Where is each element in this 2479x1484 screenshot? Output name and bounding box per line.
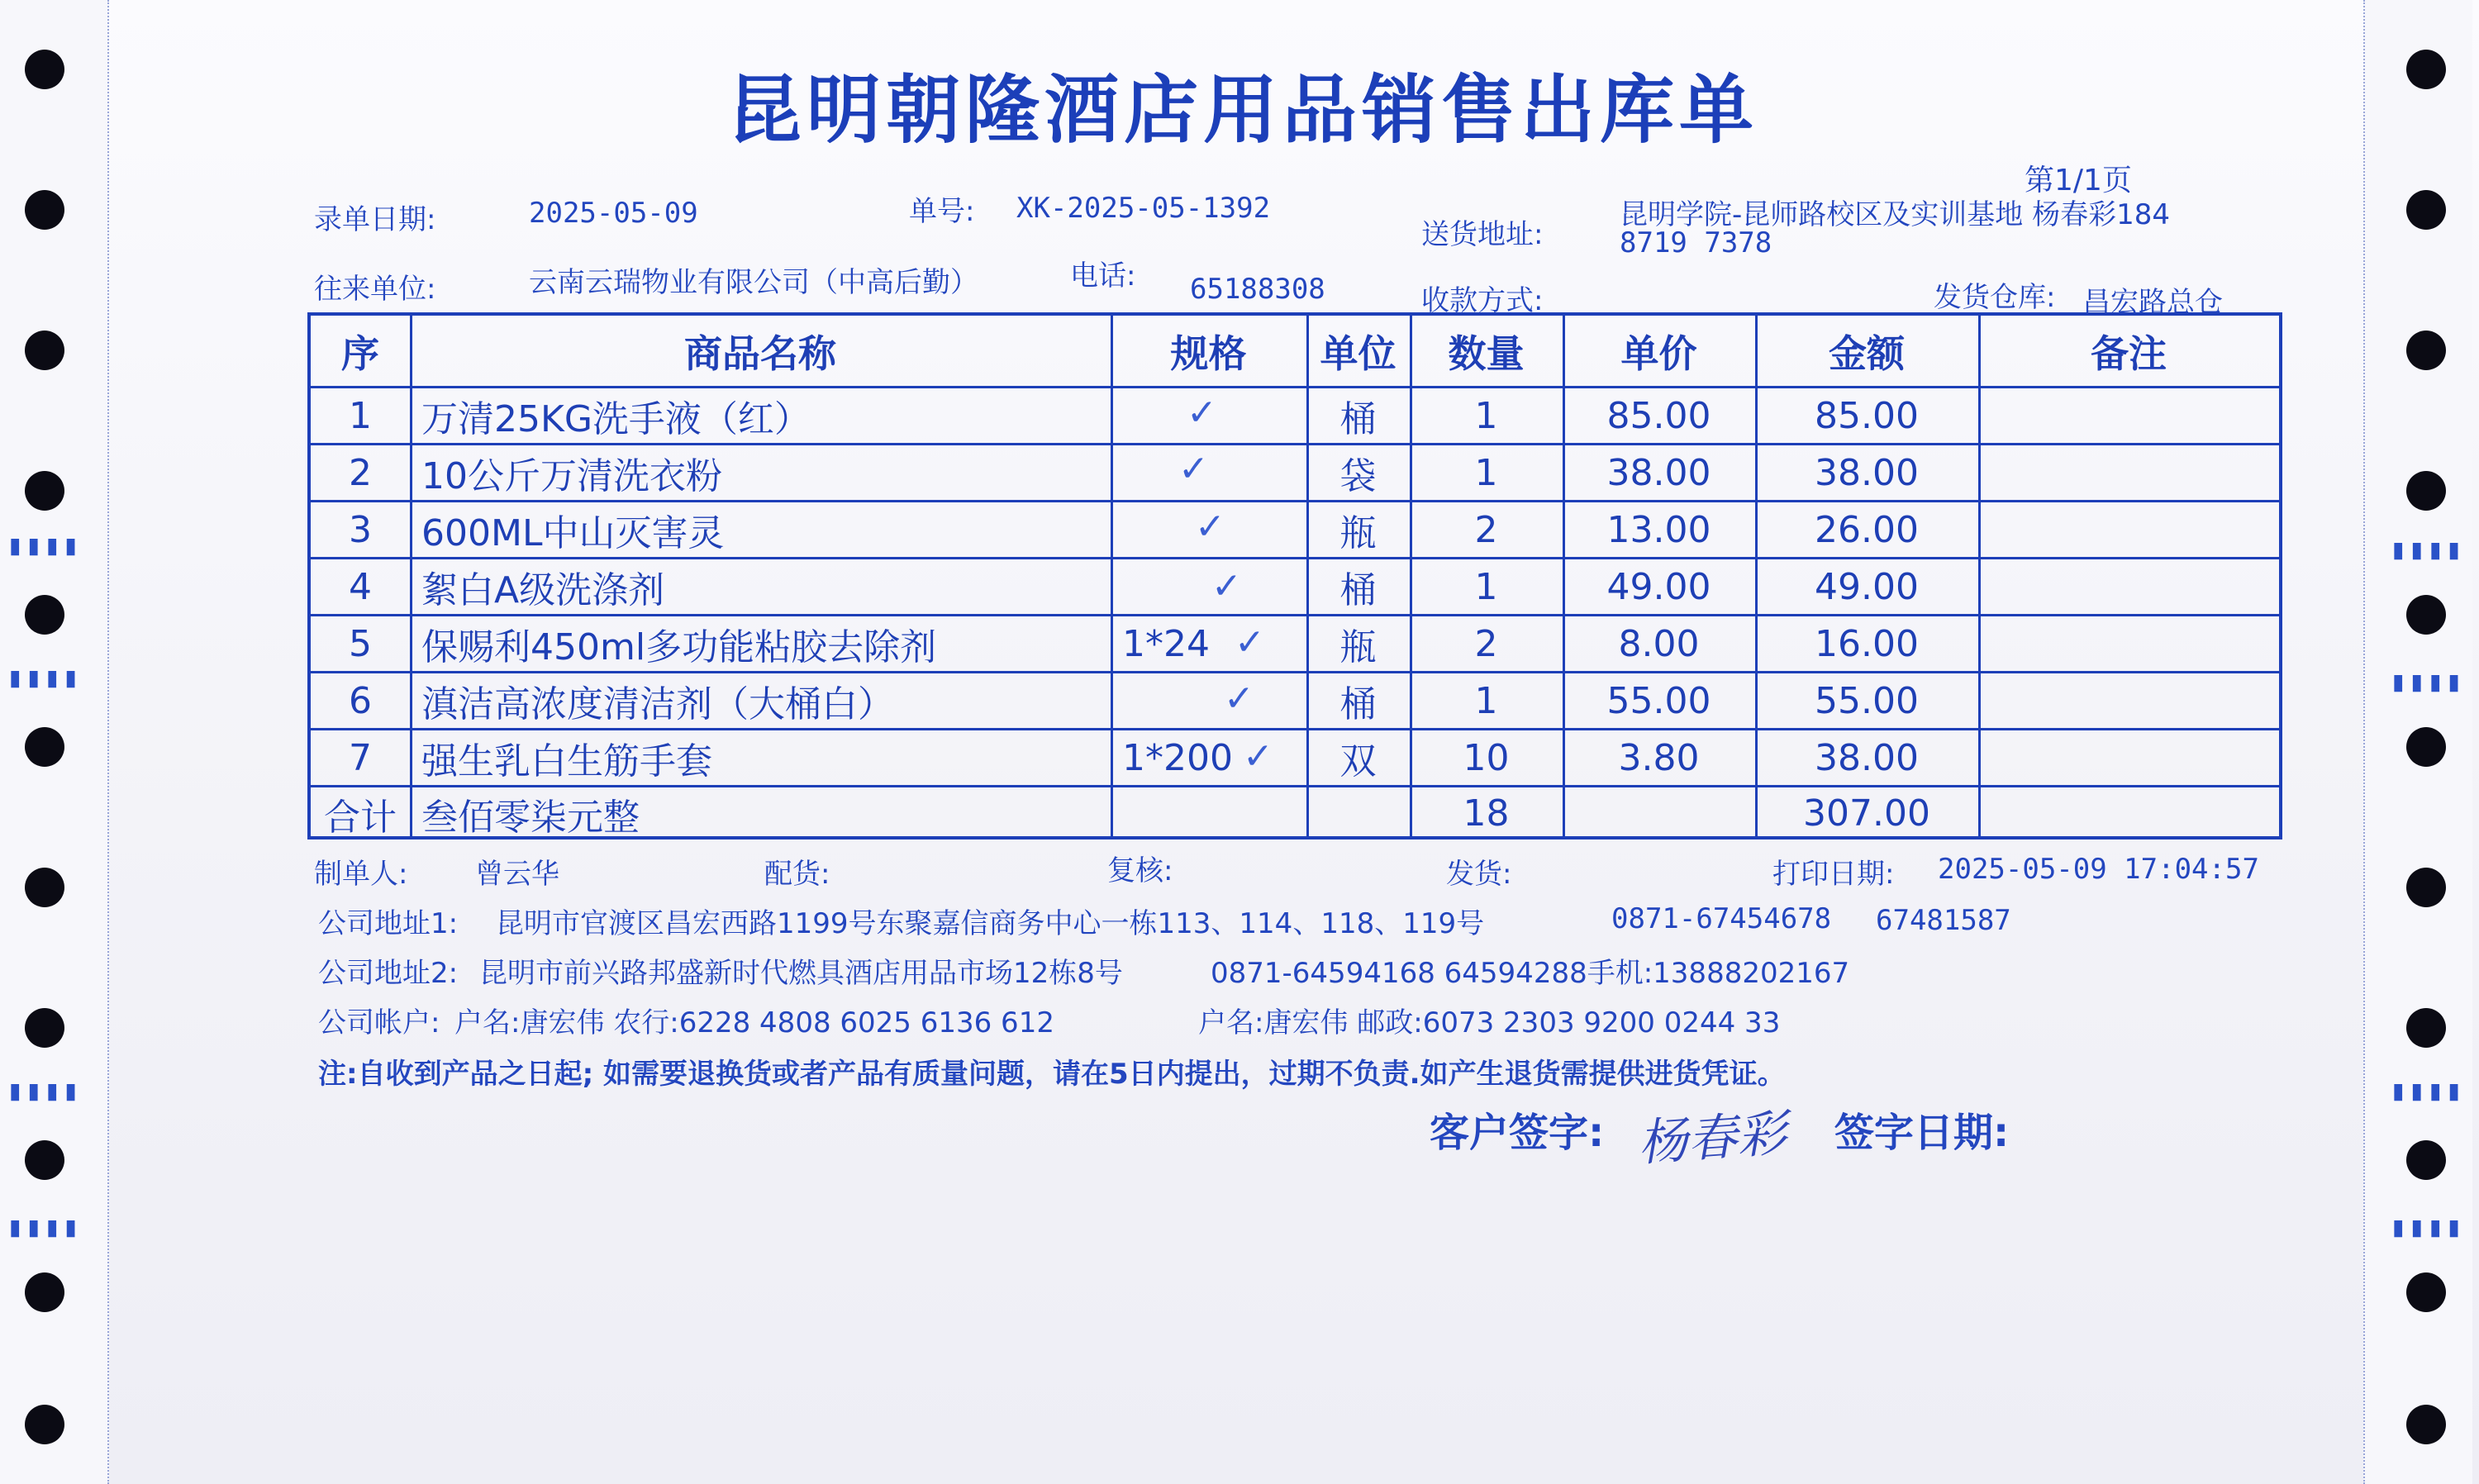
feed-hole: [25, 1008, 64, 1048]
row-index: 7: [349, 736, 372, 779]
row-spec: 1*200: [1122, 736, 1233, 779]
maker-label: 制单人:: [314, 858, 408, 891]
page-indicator: 第1/1页: [2025, 164, 2132, 197]
print-date: 2025-05-09 17:04:57: [1938, 853, 2259, 886]
feed-hole: [25, 331, 64, 370]
feed-hole: [25, 595, 64, 635]
check-mark: ✓: [1195, 506, 1225, 548]
row-unit: 桶: [1339, 569, 1377, 611]
row-index: 6: [349, 679, 372, 722]
row-unit-price: 13.00: [1606, 508, 1711, 551]
delivery-address-line1: 昆明学院-昆师路校区及实训基地 杨春彩184: [1620, 198, 2170, 231]
feed-hole: [25, 1272, 64, 1312]
row-index: 1: [349, 394, 372, 437]
row-product-name: 600ML中山灭害灵: [421, 512, 725, 554]
header-amount: 金额: [1829, 331, 1905, 376]
total-amount: 307.00: [1803, 792, 1930, 835]
maker-name: 曾云华: [475, 858, 559, 891]
header-remarks: 备注: [2091, 331, 2167, 376]
delivery-address-line2: 8719 7378: [1620, 226, 1772, 259]
company-account-abc: 户名:唐宏伟 农行:6228 4808 6025 6136 612: [454, 1006, 1054, 1039]
row-product-name: 10公斤万清洗衣粉: [421, 455, 722, 497]
perforation-mark: ▮▮▮▮: [2390, 665, 2464, 698]
row-unit: 双: [1339, 740, 1377, 782]
row-amount: 38.00: [1815, 451, 1919, 494]
check-mark: ✓: [1187, 392, 1217, 434]
warehouse-label: 发货仓库:: [1934, 281, 2056, 314]
customer-sign-label: 客户签字:: [1430, 1110, 1605, 1156]
feed-hole: [2406, 1405, 2446, 1444]
check-mark: ✓: [1224, 678, 1254, 720]
total-amount-in-words: 叁佰零柒元整: [421, 796, 640, 839]
row-amount: 16.00: [1815, 622, 1919, 665]
check-mark: ✓: [1211, 565, 1242, 607]
document-title: 昆明朝隆酒店用品销售出库单: [727, 67, 1758, 154]
total-label: 合计: [324, 796, 397, 839]
client-label: 往来单位:: [314, 273, 436, 306]
feed-hole: [2406, 471, 2446, 511]
header-unit: 单位: [1320, 331, 1397, 376]
company-address1-label: 公司地址1:: [318, 907, 459, 940]
feed-hole: [2406, 190, 2446, 230]
feed-hole: [25, 1405, 64, 1444]
row-amount: 55.00: [1815, 679, 1919, 722]
row-product-name: 絮白A级洗涤剂: [421, 569, 665, 611]
row-index: 5: [349, 622, 372, 665]
check-mark: ✓: [1235, 621, 1265, 664]
row-product-name: 保赐利450ml多功能粘胶去除剂: [421, 626, 937, 668]
reviewer-label: 复核:: [1107, 854, 1173, 887]
phone-number: 65188308: [1190, 273, 1325, 306]
company-account-postal: 户名:唐宏伟 邮政:6073 2303 9200 0244 33: [1198, 1006, 1781, 1039]
feed-hole: [2406, 595, 2446, 635]
feed-hole: [25, 190, 64, 230]
entry-date-label: 录单日期:: [314, 203, 436, 236]
perforation-mark: ▮▮▮▮: [7, 1211, 81, 1244]
feed-hole: [2406, 50, 2446, 89]
perforation-mark: ▮▮▮▮: [7, 1074, 81, 1107]
feed-hole: [25, 50, 64, 89]
feed-hole: [2406, 727, 2446, 767]
company-address1: 昆明市官渡区昌宏西路1199号东聚嘉信商务中心一栋113、114、118、119号: [496, 907, 1485, 940]
row-unit: 桶: [1339, 683, 1377, 725]
feed-hole: [25, 727, 64, 767]
order-no: XK-2025-05-1392: [1016, 192, 1271, 225]
check-mark: ✓: [1243, 735, 1273, 778]
row-unit-price: 55.00: [1606, 679, 1711, 722]
row-unit: 瓶: [1339, 626, 1377, 668]
picker-label: 配货:: [764, 858, 830, 891]
row-quantity: 10: [1463, 736, 1510, 779]
row-product-name: 强生乳白生筋手套: [421, 740, 712, 782]
check-mark: ✓: [1178, 448, 1209, 490]
entry-date: 2025-05-09: [529, 197, 698, 230]
right-feed-strip: [2363, 0, 2472, 1484]
perforation-mark: ▮▮▮▮: [7, 661, 81, 694]
company-account-label: 公司帐户:: [318, 1006, 440, 1039]
company-address2-label: 公司地址2:: [318, 957, 459, 990]
row-unit-price: 38.00: [1606, 451, 1711, 494]
company-address2-phones: 0871-64594168 64594288手机:13888202167: [1211, 957, 1850, 990]
perforation-mark: ▮▮▮▮: [7, 529, 81, 562]
header-quantity: 数量: [1448, 331, 1525, 376]
client-name: 云南云瑞物业有限公司（中高后勤）: [529, 266, 978, 299]
row-amount: 26.00: [1815, 508, 1919, 551]
feed-hole: [2406, 1008, 2446, 1048]
row-quantity: 2: [1474, 622, 1498, 665]
row-unit-price: 49.00: [1606, 565, 1711, 608]
row-product-name: 滇洁高浓度清洁剂（大桶白）: [421, 683, 894, 725]
sign-date-label: 签字日期:: [1834, 1110, 2010, 1156]
row-index: 2: [349, 451, 372, 494]
row-unit: 袋: [1339, 455, 1377, 497]
warehouse-name: 昌宏路总仓: [2082, 286, 2223, 319]
header-unit-price: 单价: [1620, 331, 1697, 376]
row-quantity: 1: [1474, 565, 1498, 608]
payment-label: 收款方式:: [1421, 284, 1544, 317]
row-quantity: 2: [1474, 508, 1498, 551]
company-address1-phone: 0871-67454678: [1611, 902, 1832, 935]
shipper-label: 发货:: [1446, 858, 1512, 891]
company-address2: 昆明市前兴路邦盛新时代燃具酒店用品市场12栋8号: [479, 957, 1123, 990]
row-quantity: 1: [1474, 451, 1498, 494]
perforation-mark: ▮▮▮▮: [2390, 1074, 2464, 1107]
perforation-mark: ▮▮▮▮: [2390, 1211, 2464, 1244]
delivery-address-label: 送货地址:: [1421, 218, 1544, 251]
row-product-name: 万清25KG洗手液（红）: [421, 398, 811, 440]
row-unit-price: 85.00: [1606, 394, 1711, 437]
row-unit-price: 3.80: [1618, 736, 1700, 779]
order-no-label: 单号:: [909, 195, 975, 228]
return-policy-note: 注:自收到产品之日起; 如需要退换货或者产品有质量问题，请在5日内提出，过期不负责.如产生退货需提供进货凭证。: [318, 1058, 1786, 1091]
customer-signature: 杨春彩: [1636, 1104, 1789, 1173]
feed-hole: [25, 471, 64, 511]
feed-hole: [2406, 1140, 2446, 1180]
row-unit: 桶: [1339, 398, 1377, 440]
row-spec: 1*24: [1122, 622, 1210, 665]
row-amount: 49.00: [1815, 565, 1919, 608]
header-index: 序: [341, 331, 379, 376]
items-table: [307, 312, 2282, 840]
header-product-name: 商品名称: [684, 331, 836, 376]
column-divider: [1978, 316, 1981, 836]
row-index: 4: [349, 565, 372, 608]
row-unit: 瓶: [1339, 512, 1377, 554]
feed-hole: [2406, 331, 2446, 370]
company-address1-phone2: 67481587: [1876, 904, 2011, 937]
print-date-label: 打印日期:: [1772, 858, 1895, 891]
feed-hole: [25, 1140, 64, 1180]
feed-hole: [25, 868, 64, 907]
header-spec: 规格: [1170, 331, 1247, 376]
row-amount: 38.00: [1815, 736, 1919, 779]
row-quantity: 1: [1474, 394, 1498, 437]
row-amount: 85.00: [1815, 394, 1919, 437]
feed-hole: [2406, 868, 2446, 907]
row-unit-price: 8.00: [1618, 622, 1700, 665]
phone-label: 电话:: [1070, 259, 1136, 293]
row-quantity: 1: [1474, 679, 1498, 722]
perforation-mark: ▮▮▮▮: [2390, 533, 2464, 566]
total-quantity: 18: [1463, 792, 1510, 835]
left-feed-strip: [0, 0, 109, 1484]
feed-hole: [2406, 1272, 2446, 1312]
row-index: 3: [349, 508, 372, 551]
